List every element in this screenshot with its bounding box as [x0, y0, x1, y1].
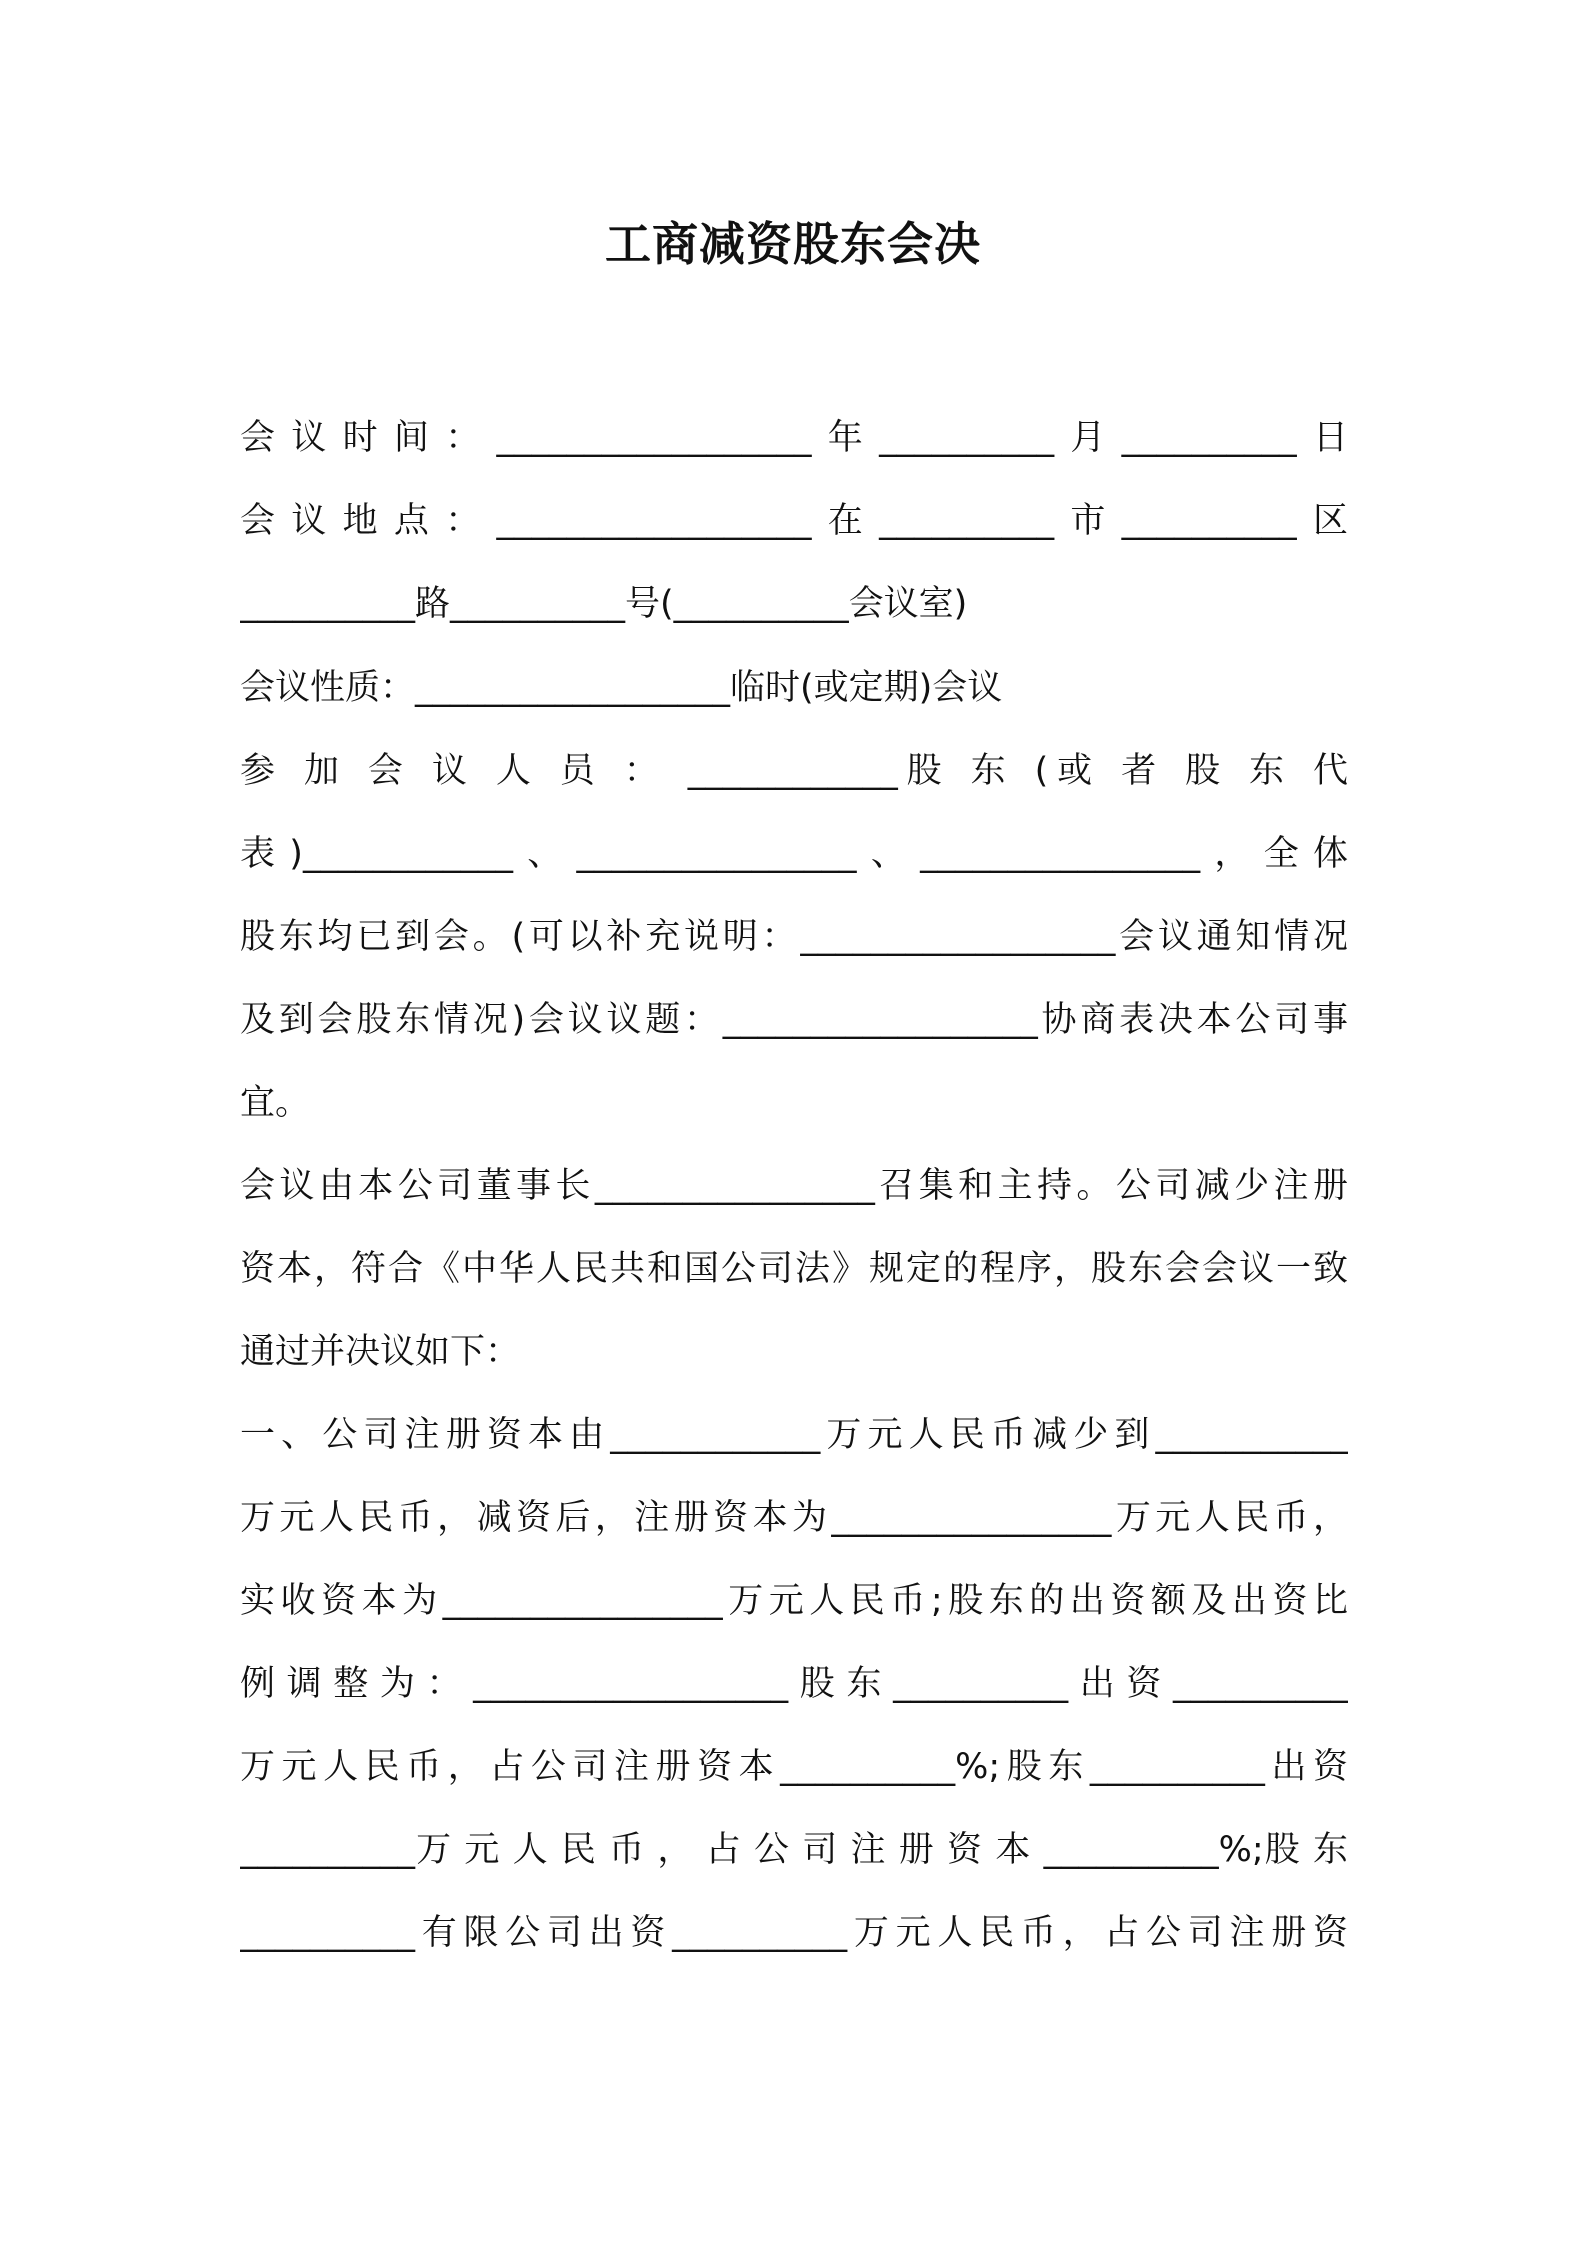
notice-line: 股东均已到会。(可以补充说明：__________________会议通知情况	[240, 917, 1348, 957]
shareholder-share-line-1: 万元人民币，占公司注册资本__________%;股东__________出资	[240, 1747, 1348, 1787]
shareholder-share-line-3: __________有限公司出资__________万元人民币，占公司注册资	[240, 1913, 1348, 1953]
meeting-location-line: 会议地点：__________________在__________市__________区	[240, 501, 1348, 541]
chairman-line: 会议由本公司董事长________________召集和主持。公司减少注册	[240, 1166, 1348, 1206]
shareholder-share-line-2: __________万 元 人 民 币 ， 占 公 司 注 册 资 本 __________%;股 东	[240, 1830, 1348, 1870]
registered-capital-line: 万元人民币，减资后，注册资本为________________万元人民币，	[240, 1498, 1348, 1538]
meeting-nature-line: 会议性质：__________________临时(或定期)会议	[240, 668, 1003, 708]
attendees-continued-line: 表)____________、________________、________________，全体	[240, 834, 1348, 874]
contribution-adjust-line: 例调整为：__________________股东__________出资__________	[240, 1664, 1348, 1704]
agenda-end-line: 宜。	[240, 1083, 311, 1123]
document-title: 工商减资股东会决	[605, 217, 981, 271]
paid-in-capital-line: 实收资本为________________万元人民币;股东的出资额及出资比	[240, 1581, 1348, 1621]
agenda-line: 及到会股东情况)会议议题：__________________协商表决本公司事	[240, 1000, 1348, 1040]
meeting-time-line: 会议时间：__________________年__________月__________日	[240, 418, 1348, 458]
resolution-intro-line: 通过并决议如下：	[240, 1332, 521, 1372]
company-law-line: 资本，符合《中华人民共和国公司法》规定的程序，股东会会议一致	[240, 1249, 1348, 1289]
meeting-room-line: __________路__________号(__________会议室)	[240, 584, 968, 624]
capital-reduction-line: 一、公司注册资本由____________万元人民币减少到___________	[240, 1415, 1348, 1455]
attendees-line: 参 加 会 议 人 员 ： ____________股 东 (或 者 股 东 代	[240, 751, 1348, 791]
